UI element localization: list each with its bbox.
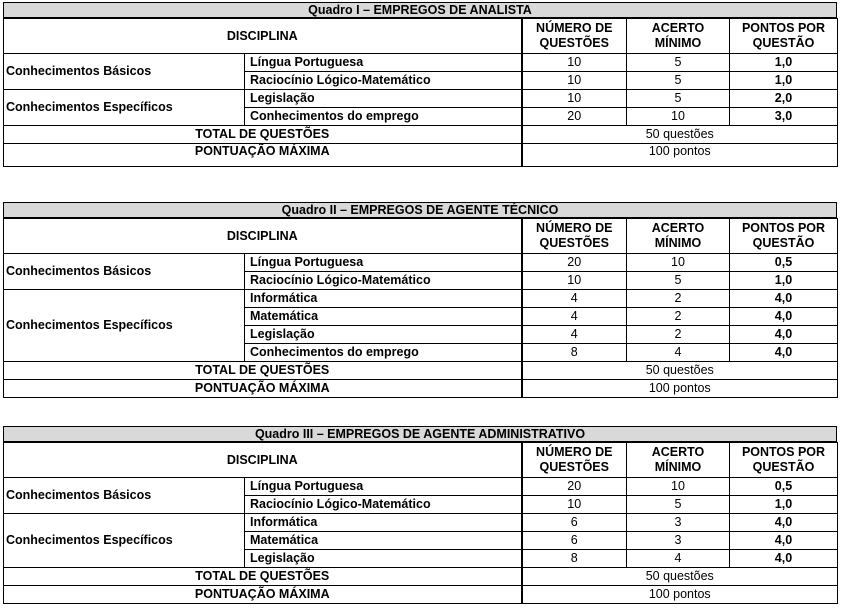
max-row bbox=[4, 586, 838, 604]
quadro-3 bbox=[3, 426, 837, 604]
numero-cell: 10 bbox=[522, 90, 627, 108]
pontos-cell: 4,0 bbox=[730, 290, 838, 308]
header-pontos: PONTOS POR QUESTÃO bbox=[730, 443, 838, 478]
pontos-cell: 4,0 bbox=[730, 532, 838, 550]
disciplina-cell: Legislação bbox=[245, 90, 522, 108]
total-row bbox=[4, 126, 838, 144]
acerto-cell: 2 bbox=[627, 308, 730, 326]
disciplina-cell: Informática bbox=[245, 514, 522, 532]
pontos-cell: 1,0 bbox=[730, 272, 838, 290]
max-row bbox=[4, 144, 838, 167]
numero-cell: 20 bbox=[522, 478, 627, 496]
pontos-cell: 4,0 bbox=[730, 308, 838, 326]
group-label: Conhecimentos Específicos bbox=[4, 90, 245, 126]
pontos-cell: 3,0 bbox=[730, 108, 838, 126]
disciplina-cell: Legislação bbox=[245, 550, 522, 568]
pontos-cell: 0,5 bbox=[730, 254, 838, 272]
disciplina-cell: Raciocínio Lógico-Matemático bbox=[245, 496, 522, 514]
numero-cell: 6 bbox=[522, 514, 627, 532]
pontos-cell: 1,0 bbox=[730, 72, 838, 90]
numero-cell: 20 bbox=[522, 108, 627, 126]
table-row bbox=[4, 54, 838, 72]
table-row bbox=[4, 290, 838, 308]
acerto-cell: 10 bbox=[627, 254, 730, 272]
disciplina-cell: Matemática bbox=[245, 308, 522, 326]
acerto-cell: 3 bbox=[627, 514, 730, 532]
disciplina-cell: Língua Portuguesa bbox=[245, 54, 522, 72]
table-row bbox=[4, 514, 838, 532]
header-pontos: PONTOS POR QUESTÃO bbox=[730, 19, 838, 54]
max-value: 100 pontos bbox=[522, 586, 838, 604]
quadro-title: Quadro II – EMPREGOS DE AGENTE TÉCNICO bbox=[3, 202, 837, 218]
header-pontos: PONTOS POR QUESTÃO bbox=[730, 219, 838, 254]
disciplina-cell: Conhecimentos do emprego bbox=[245, 108, 522, 126]
quadro-title: Quadro III – EMPREGOS DE AGENTE ADMINISTRATIVO bbox=[3, 426, 837, 442]
numero-cell: 10 bbox=[522, 72, 627, 90]
header-numero: NÚMERO DE QUESTÕES bbox=[522, 19, 627, 54]
header-acerto: ACERTO MÍNIMO bbox=[627, 19, 730, 54]
max-label: PONTUAÇÃO MÁXIMA bbox=[4, 144, 522, 167]
numero-cell: 20 bbox=[522, 254, 627, 272]
max-value: 100 pontos bbox=[522, 144, 838, 167]
acerto-cell: 5 bbox=[627, 272, 730, 290]
group-label: Conhecimentos Específicos bbox=[4, 514, 245, 568]
pontos-cell: 4,0 bbox=[730, 550, 838, 568]
acerto-cell: 5 bbox=[627, 90, 730, 108]
header-acerto: ACERTO MÍNIMO bbox=[627, 443, 730, 478]
numero-cell: 4 bbox=[522, 290, 627, 308]
numero-cell: 8 bbox=[522, 550, 627, 568]
total-row bbox=[4, 568, 838, 586]
numero-cell: 10 bbox=[522, 272, 627, 290]
total-label: TOTAL DE QUESTÕES bbox=[4, 362, 522, 380]
group-label: Conhecimentos Básicos bbox=[4, 478, 245, 514]
pontos-cell: 4,0 bbox=[730, 344, 838, 362]
acerto-cell: 10 bbox=[627, 108, 730, 126]
disciplina-cell: Informática bbox=[245, 290, 522, 308]
disciplina-cell: Raciocínio Lógico-Matemático bbox=[245, 272, 522, 290]
table-row bbox=[4, 254, 838, 272]
group-label: Conhecimentos Básicos bbox=[4, 54, 245, 90]
acerto-cell: 5 bbox=[627, 72, 730, 90]
acerto-cell: 4 bbox=[627, 550, 730, 568]
pontos-cell: 1,0 bbox=[730, 496, 838, 514]
header-numero: NÚMERO DE QUESTÕES bbox=[522, 443, 627, 478]
table-row bbox=[4, 90, 838, 108]
disciplina-cell: Matemática bbox=[245, 532, 522, 550]
disciplina-cell: Conhecimentos do emprego bbox=[245, 344, 522, 362]
total-value: 50 questões bbox=[522, 362, 838, 380]
total-label: TOTAL DE QUESTÕES bbox=[4, 126, 522, 144]
pontos-cell: 1,0 bbox=[730, 54, 838, 72]
disciplina-cell: Raciocínio Lógico-Matemático bbox=[245, 72, 522, 90]
header-disciplina: DISCIPLINA bbox=[4, 19, 522, 54]
acerto-cell: 2 bbox=[627, 326, 730, 344]
disciplina-cell: Língua Portuguesa bbox=[245, 254, 522, 272]
quadro-table bbox=[3, 218, 838, 398]
max-label: PONTUAÇÃO MÁXIMA bbox=[4, 586, 522, 604]
quadro-2 bbox=[3, 202, 837, 398]
acerto-cell: 4 bbox=[627, 344, 730, 362]
header-disciplina: DISCIPLINA bbox=[4, 219, 522, 254]
numero-cell: 10 bbox=[522, 496, 627, 514]
max-label: PONTUAÇÃO MÁXIMA bbox=[4, 380, 522, 398]
numero-cell: 8 bbox=[522, 344, 627, 362]
acerto-cell: 10 bbox=[627, 478, 730, 496]
quadro-table bbox=[3, 18, 838, 167]
max-value: 100 pontos bbox=[522, 380, 838, 398]
pontos-cell: 4,0 bbox=[730, 514, 838, 532]
disciplina-cell: Língua Portuguesa bbox=[245, 478, 522, 496]
disciplina-cell: Legislação bbox=[245, 326, 522, 344]
header-disciplina: DISCIPLINA bbox=[4, 443, 522, 478]
header-acerto: ACERTO MÍNIMO bbox=[627, 219, 730, 254]
acerto-cell: 3 bbox=[627, 532, 730, 550]
header-numero: NÚMERO DE QUESTÕES bbox=[522, 219, 627, 254]
group-label: Conhecimentos Básicos bbox=[4, 254, 245, 290]
quadro-title: Quadro I – EMPREGOS DE ANALISTA bbox=[3, 2, 837, 18]
total-row bbox=[4, 362, 838, 380]
acerto-cell: 2 bbox=[627, 290, 730, 308]
total-value: 50 questões bbox=[522, 126, 838, 144]
numero-cell: 10 bbox=[522, 54, 627, 72]
pontos-cell: 4,0 bbox=[730, 326, 838, 344]
numero-cell: 6 bbox=[522, 532, 627, 550]
numero-cell: 4 bbox=[522, 326, 627, 344]
numero-cell: 4 bbox=[522, 308, 627, 326]
total-label: TOTAL DE QUESTÕES bbox=[4, 568, 522, 586]
max-row bbox=[4, 380, 838, 398]
pontos-cell: 2,0 bbox=[730, 90, 838, 108]
acerto-cell: 5 bbox=[627, 496, 730, 514]
acerto-cell: 5 bbox=[627, 54, 730, 72]
total-value: 50 questões bbox=[522, 568, 838, 586]
group-label: Conhecimentos Específicos bbox=[4, 290, 245, 362]
quadro-table bbox=[3, 442, 838, 604]
pontos-cell: 0,5 bbox=[730, 478, 838, 496]
quadro-1 bbox=[3, 2, 837, 167]
table-row bbox=[4, 478, 838, 496]
